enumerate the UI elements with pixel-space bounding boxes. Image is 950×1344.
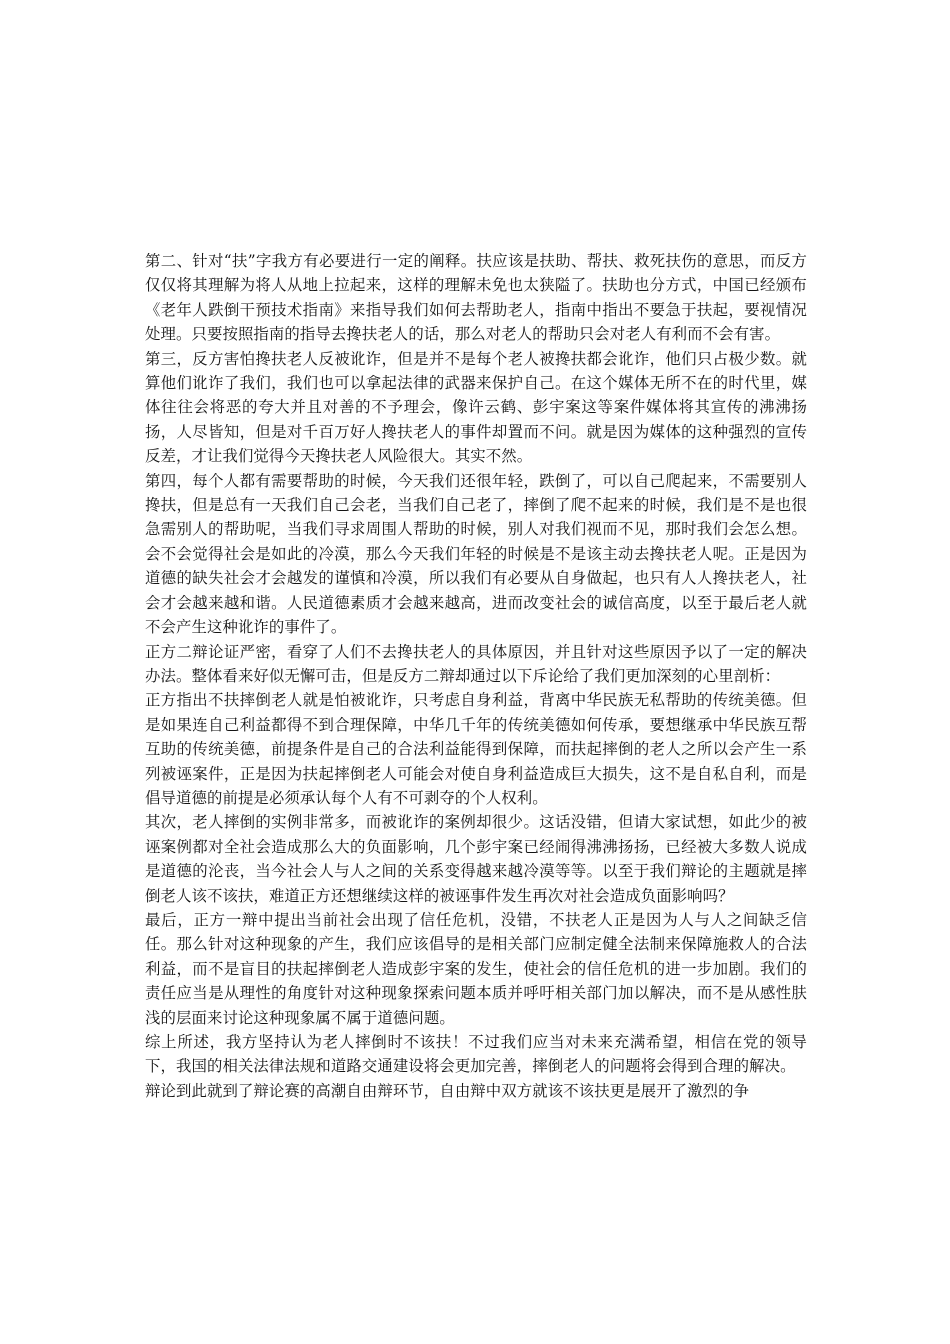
paragraph-rebuttal-second: 其次，老人摔倒的实例非常多，而被讹诈的案例却很少。这话没错，但请大家试想，如此少的被诬案例都对全社会造成那么大的负面影响，几个彭宇案已经闹得沸沸扬扬，已经被大多数人说成是道德的沦丧，当今社会人与人之间的关系变得越来越冷漠等等。以至于我们辩论的主题就是摔倒老人该不该扶，难道正方还想继续这样的被诬事件发生再次对社会造成负面影响吗？ [145, 813, 807, 905]
paragraph-conclusion: 综上所述，我方坚持认为老人摔倒时不该扶！不过我们应当对未来充满希望，相信在党的领导下，我国的相关法律法规和道路交通建设将会更加完善，摔倒老人的问题将会得到合理的解决。 [145, 1033, 807, 1076]
paragraph-third-point: 第三，反方害怕搀扶老人反被讹诈，但是并不是每个老人被搀扶都会讹诈，他们只占极少数。就算他们讹诈了我们，我们也可以拿起法律的武器来保护自己。在这个媒体无所不在的时代里，媒体往往会将恶的夸大并且对善的不予理会，像许云鹤、彭宇案这等案件媒体将其宣传的沸沸扬扬，人尽皆知，但是对千百万好人搀扶老人的事件却置而不问。就是因为媒体的这种强烈的宣传反差，才让我们觉得今天搀扶老人风险很大。其实不然。 [145, 349, 807, 466]
paragraph-rebuttal-first: 正方指出不扶摔倒老人就是怕被讹诈，只考虑自身利益，背离中华民族无私帮助的传统美德。但是如果连自己利益都得不到合理保障，中华几千年的传统美德如何传承，要想继承中华民族互帮互助的传统美德，前提条件是自己的合法利益能得到保障，而扶起摔倒的老人之所以会产生一系列被诬案件，正是因为扶起摔倒老人可能会对使自身利益造成巨大损失，这不是自私自利，而是倡导道德的前提是必须承认每个人有不可剥夺的个人权利。 [145, 691, 807, 807]
paragraph-rebuttal-last: 最后，正方一辩中提出当前社会出现了信任危机，没错，不扶老人正是因为人与人之间缺乏信任。那么针对这种现象的产生，我们应该倡导的是相关部门应制定健全法制来保障施救人的合法利益，而不是盲目的扶起摔倒老人造成彭宇案的发生，使社会的信任危机的进一步加剧。我们的责任应当是从理性的角度针对这种现象探索问题本质并呼吁相关部门加以解决，而不是从感性肤浅的层面来讨论这种现象属不属于道德问题。 [145, 910, 807, 1027]
paragraph-second-debater-summary: 正方二辩论证严密，看穿了人们不去搀扶老人的具体原因，并且针对这些原因予以了一定的解决办法。整体看来好似无懈可击，但是反方二辩却通过以下斥论给了我们更加深刻的心里剖析： [145, 642, 807, 685]
paragraph-free-debate: 辩论到此就到了辩论赛的高潮自由辩环节，自由辩中双方就该不该扶更是展开了激烈的争 [145, 1081, 750, 1100]
paragraph-second-point: 第二、针对“扶”字我方有必要进行一定的阐释。扶应该是扶助、帮扶、救死扶伤的意思，而反方仅仅将其理解为将人从地上拉起来，这样的理解未免也太狭隘了。扶助也分方式，中国已经颁布《老年人跌倒干预技术指南》来指导我们如何去帮助老人，指南中指出不要急于扶起，要视情况处理。只要按照指南的指导去搀扶老人的话，那么对老人的帮助只会对老人有利而不会有害。 [145, 252, 807, 344]
paragraph-fourth-point: 第四，每个人都有需要帮助的时候，今天我们还很年轻，跌倒了，可以自己爬起来，不需要别人搀扶，但是总有一天我们自己会老，当我们自己老了，摔倒了爬不起来的时候，我们是不是也很急需别人的帮助呢，当我们寻求周围人帮助的时候，别人对我们视而不见，那时我们会怎么想。会不会觉得社会是如此的冷漠，那么今天我们年轻的时候是不是该主动去搀扶老人呢。正是因为道德的缺失社会才会越发的谨慎和冷漠，所以我们有必要从自身做起，也只有人人搀扶老人，社会才会越来越和谐。人民道德素质才会越来越高，进而改变社会的诚信高度，以至于最后老人就不会产生这种讹诈的事件了。 [145, 471, 807, 637]
document-body [145, 249, 807, 1103]
